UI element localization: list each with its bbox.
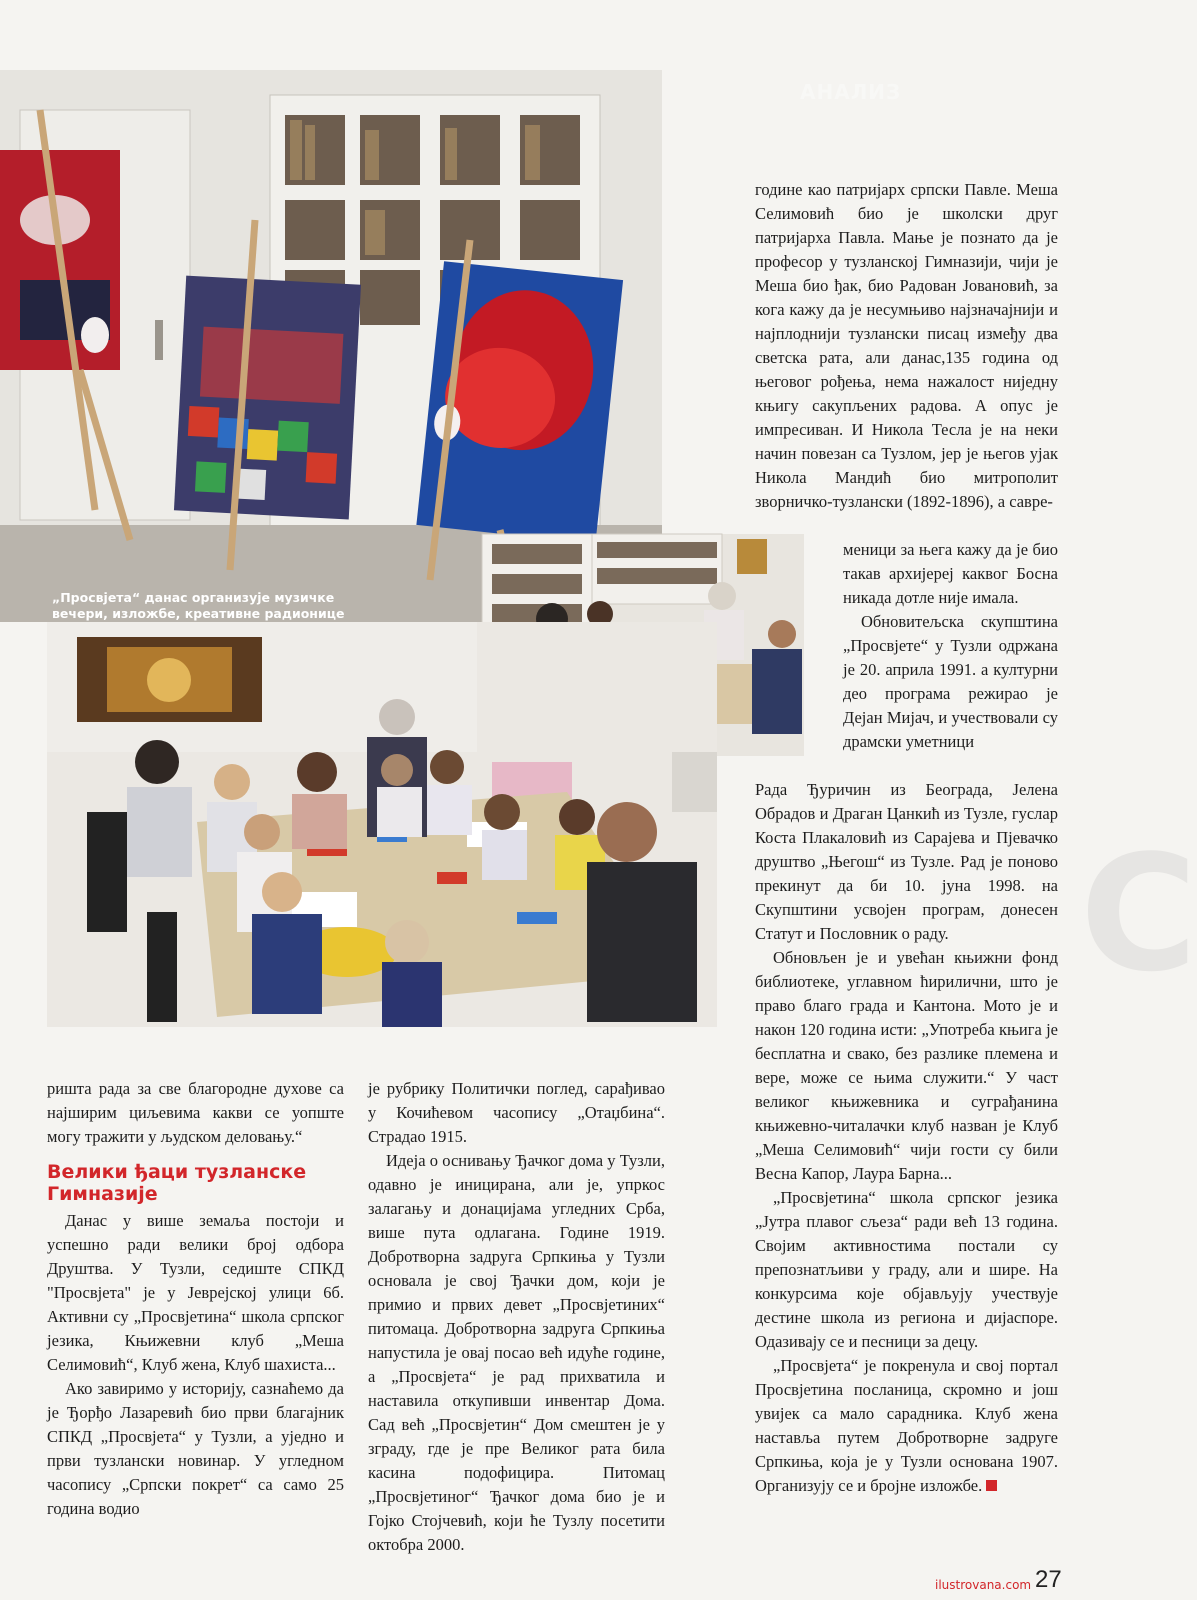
article-column-2 — [368, 1077, 665, 1557]
photo-workshop-large — [47, 622, 717, 1027]
article-column-3-wrap — [843, 538, 1058, 754]
paragraph: „Просвјетина“ школа српског језика „Јутра плавог сљеза“ ради већ 13 година. Својим активностима постали су препознатљиви у граду, али и шире. На конкурсима које објављују учествује дестине школа из региона и дијаспоре. Одазивају се и песници за децу. — [755, 1188, 1058, 1351]
scan-bleed-decoration: С — [1080, 820, 1197, 1007]
paragraph: Обновљен је и увећан књижни фонд библиотеке, углавном ћирилични, што је право благо града и Кантона. Мото је и након 120 година исти: „Употреба књига је бесплатна и свако, без разлике племена и вере, може се њима служити.“ У част великог књижевника и суграђанина књижевно-читалачки клуб назван је Клуб „Меша Селимовић“ чији гости су били Весна Капор, Лаура Барна... — [755, 948, 1058, 1183]
paragraph: Рада Ђуричин из Београда, Јелена Обрадов и Драган Цанкић из Тузле, гуслар Коста Плакаловић из Сарајева и Пјевачко друштво „Његош“ из Тузле. Рад је поново прекинут да би 10. јуна 1998. на Скупштини усвојен програм, донесен Статут и Пословник о раду. — [755, 780, 1058, 943]
paragraph: меници за њега кажу да је био такав архијереј каквог Босна никада дотле није имала. — [843, 540, 1058, 607]
paragraph: Ако завиримо у историју, сазнаћемо да је Ђорђо Лазаревић био први благајник СПКД „Просвјета“ у Тузли, а уједно и први тузлански новинар. У угледном часопису „Српски покрет“ са само 25 година водио — [47, 1379, 344, 1518]
page-number: 27 — [1035, 1566, 1062, 1593]
paragraph: је рубрику Политички поглед, сарађивао у Кочићевом часопису „Отаџбина“. Страдао 1915. — [368, 1079, 665, 1146]
subheading: Велики ђаци тузланске Гимназије — [47, 1161, 307, 1205]
article-column-3-top — [755, 178, 1058, 514]
article-column-3-bottom — [755, 778, 1058, 1498]
paragraph: Данас у више земаља постоји и успешно ради велики број одбора Друштва. У Тузли, седиште СПКД "Просвјета" је у Јеврејској улици 6б. Активни су „Просвјетина“ школа српског језика, Књижевни клуб „Меша Селимовић“, Клуб жена, Клуб шахиста... — [47, 1211, 344, 1374]
paragraph: године као патријарх српски Павле. Меша Селимовић био је школски друг патријарха Павла. Мање је познато да је професор у тузланској Гимназији, чији је Меша био ђак, био Радован Јовановић, за кога кажу да је несумњиво најзначајнији и најплоднији тузлански писац између два светска рата, али данас,135 година од његовог рођења, нема нажалост ниједну књигу сакупљених радова. А опус је импресиван. И Никола Тесла је на неки начин повезан са Тузлом, јер је његов ујак Никола Мандић био митрополит зворничко-тузлански (1892-1896), а савре- — [755, 180, 1058, 511]
paragraph: Идеја о оснивању Ђачког дома у Тузли, одавно је иницирана, али је, упркос залагању и донацијама угледних Срба, више пута одлагана. Године 1919. Добротворна задруга Српкиња у Тузли основала је свој Ђачки дом, који је примио и првих девет „Просвјетиних“ питомаца. Добротворна задруга Српкиња напустила је овај посао већ идуће године, а „Просвјета“ је рад прихватила и наставила откупивши инвентар Дома. Сад већ „Просвјетин“ Дом смештен је у зграду, где је пре Великог рата била касина подофицира. Питомац „Просвјетиног“ Ђачког дома био је и Гојко Стојчевић, који ће Тузлу посетити октобра 2000. — [368, 1151, 665, 1554]
paragraph: Обновитељска скупштина „Просвјете“ у Тузли одржана је 20. априла 1991. а културни део програма режирао је Дејан Мијач, и учествовали су драмски уметници — [843, 612, 1058, 751]
article-column-1 — [47, 1077, 344, 1521]
paragraph: ришта рада за све благородне духове са најширим циљевима какви се уопште могу тражити у људском деловању.“ — [47, 1079, 344, 1146]
photo-caption: „Просвјета“ данас организује музичке вечери, изложбе, креативне радионице — [52, 590, 345, 621]
footer-website: ilustrovana.com — [935, 1578, 1032, 1592]
section-label: АНАЛИЗ — [800, 80, 902, 104]
end-mark-icon — [986, 1480, 997, 1491]
paragraph: „Просвјета“ је покренула и свој портал Просвјетина посланица, скромно и још увијек са мало сарадника. Клуб жена наставља путем Добротворне задруге Српкиња, која је у Тузли основана 1907. Организују се и бројне изложбе. — [755, 1356, 1058, 1495]
